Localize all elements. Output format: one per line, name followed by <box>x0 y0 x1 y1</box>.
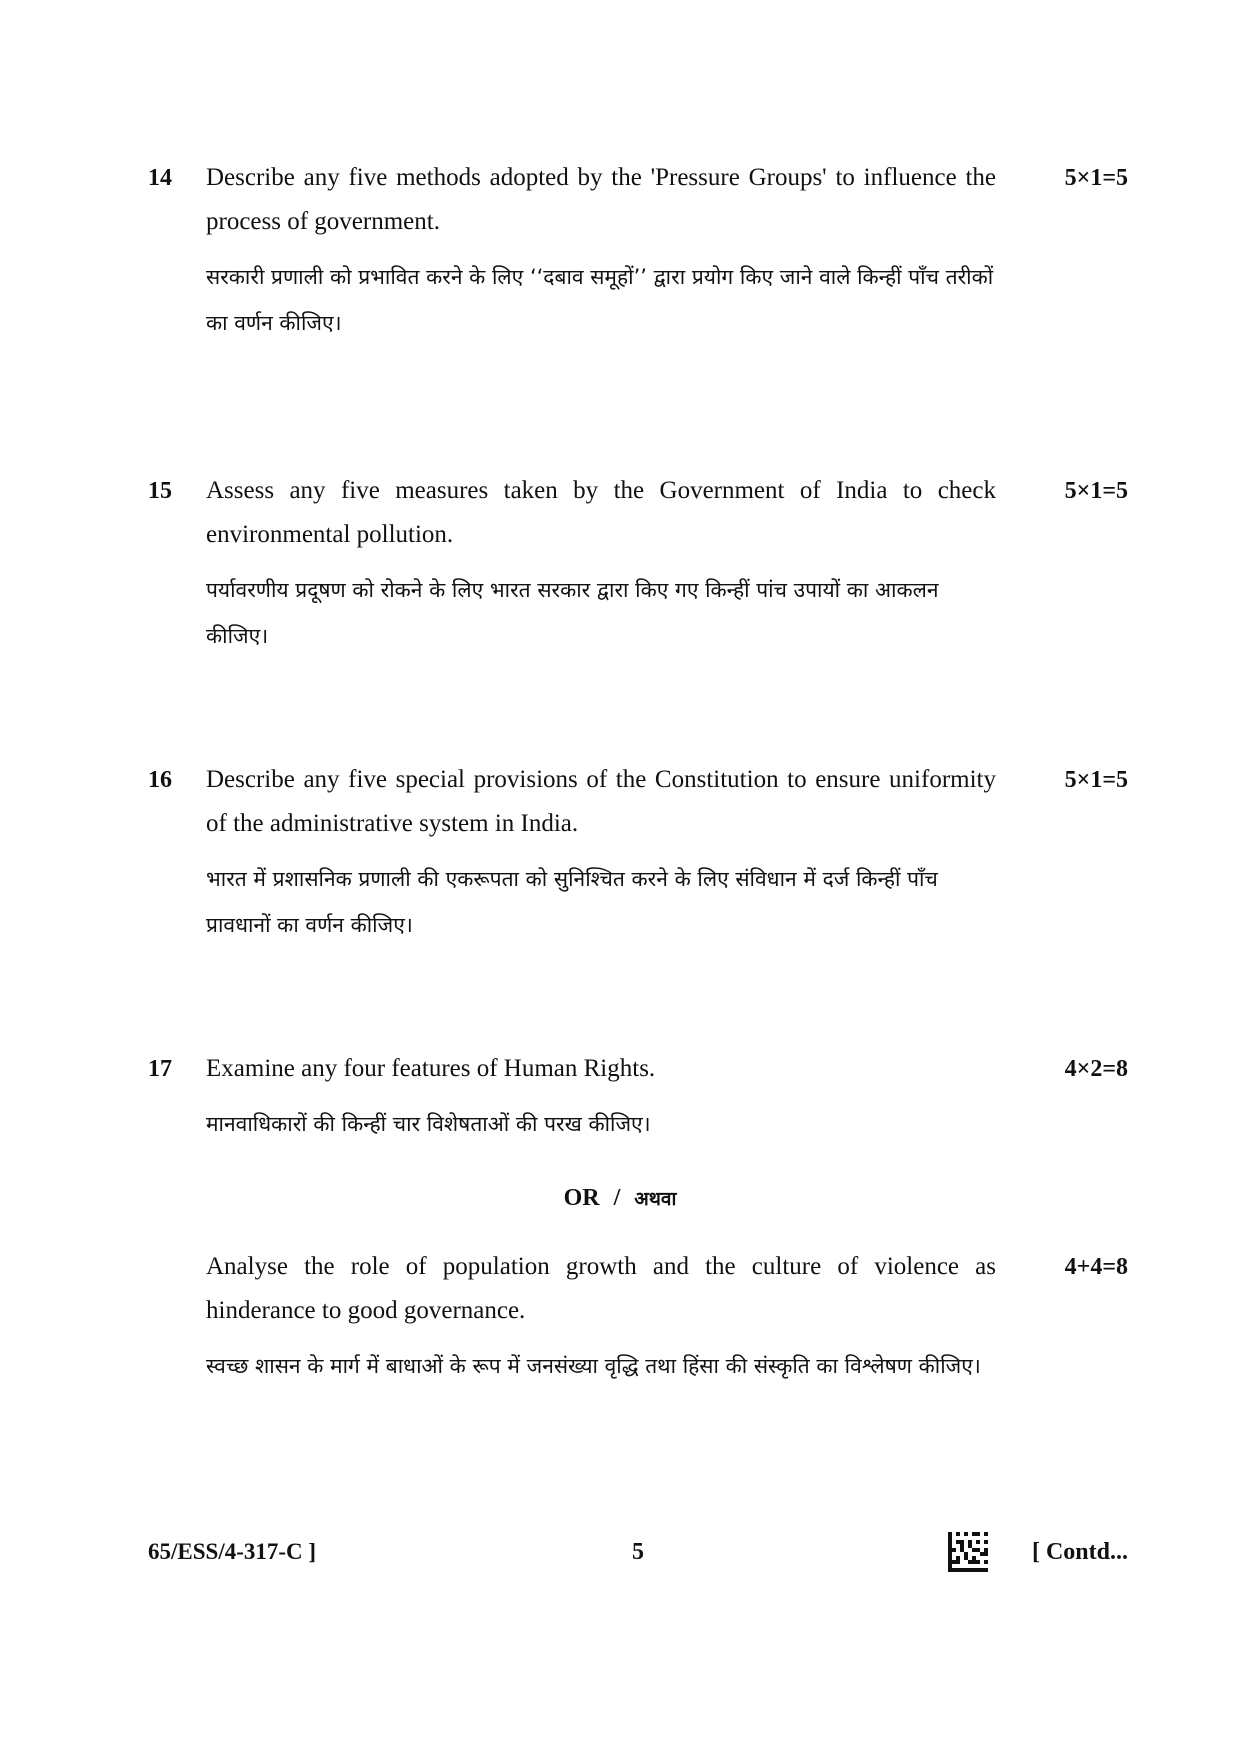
continued-label: [ Contd... <box>1031 1539 1128 1565</box>
question-text-english: Assess any five measures taken by the Government of India to check environmental pollution. <box>206 477 996 548</box>
or-english: OR <box>563 1185 600 1211</box>
question-marks: 4×2=8 <box>1064 1056 1128 1082</box>
page-footer <box>148 1530 1128 1574</box>
question-text-hindi: स्वच्छ शासन के मार्ग में बाधाओं के रूप में जनसंख्या वृद्धि तथा हिंसा की संस्कृति का विश्लेषण कीजिए। <box>206 1354 981 1378</box>
question-marks: 5×1=5 <box>1064 478 1128 504</box>
question-number: 17 <box>148 1056 172 1082</box>
paper-code: 65/ESS/4-317-C ] <box>148 1539 317 1564</box>
barcode-icon <box>948 1532 988 1572</box>
or-hindi: अथवा <box>634 1188 677 1210</box>
question-text-hindi: पर्यावरणीय प्रदूषण को रोकने के लिए भारत सरकार द्वारा किए गए किन्हीं पांच उपायों का आकलन कीजिए। <box>206 578 939 648</box>
question-text-hindi: भारत में प्रशासनिक प्रणाली की एकरूपता को सुनिश्चित करने के लिए संविधान में दर्ज किन्हीं पाँच प्रावधानों का वर्णन कीजिए। <box>206 867 938 937</box>
question-text-hindi: सरकारी प्रणाली को प्रभावित करने के लिए ‘‘दबाव समूहों’’ द्वारा प्रयोग किए जाने वाले किन्हीं पाँच तरीकों का वर्णन कीजिए। <box>206 265 994 335</box>
or-slash: / <box>613 1185 621 1211</box>
question-text-hindi: मानवाधिकारों की किन्हीं चार विशेषताओं की परख कीजिए। <box>206 1112 651 1136</box>
or-separator <box>0 1185 1240 1212</box>
question-number: 16 <box>148 767 172 793</box>
question-text-english: Analyse the role of population growth and the culture of violence as hinderance to good governance. <box>206 1253 996 1324</box>
question-number: 14 <box>148 165 172 191</box>
question-marks: 4+4=8 <box>1064 1254 1128 1280</box>
question-text-english: Describe any five special provisions of the Constitution to ensure uniformity of the administrative system in India. <box>206 766 996 837</box>
question-text-english: Describe any five methods adopted by the 'Pressure Groups' to influence the process of government. <box>206 164 996 235</box>
question-marks: 5×1=5 <box>1064 165 1128 191</box>
question-marks: 5×1=5 <box>1064 767 1128 793</box>
page-number: 5 <box>632 1539 644 1565</box>
question-text-english: Examine any four features of Human Rights. <box>206 1055 656 1082</box>
question-number: 15 <box>148 478 172 504</box>
